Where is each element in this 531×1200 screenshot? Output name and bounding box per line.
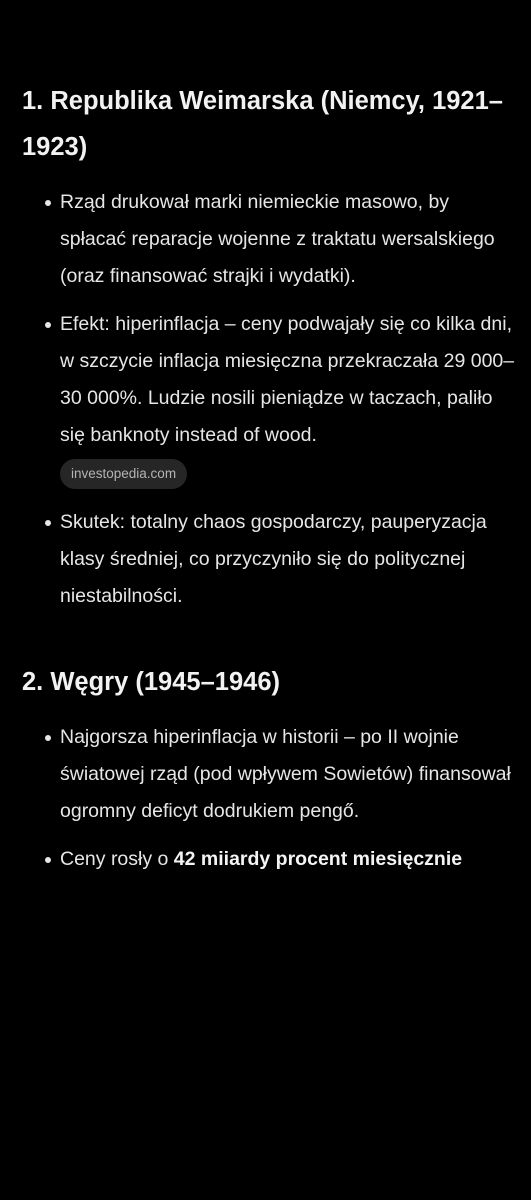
section-heading-hungary: 2. Węgry (1945–1946) bbox=[22, 668, 280, 696]
list-item bbox=[22, 719, 517, 830]
bullet-text: Efekt: hiperinflacja – ceny podwajały się co kilka dni, w szczycie inflacja miesięczna przekraczała 29 000–30 000%. Ludzie nosili pieniądze w taczach, paliło się banknoty instead of wood. bbox=[60, 313, 515, 446]
bullet-list-hungary bbox=[22, 719, 517, 878]
section-heading-weimar: 1. Republika Weimarska (Niemcy, 1921–1923) bbox=[22, 87, 503, 161]
bullet-text: Skutek: totalny chaos gospodarczy, pauperyzacja klasy średniej, co przyczyniło się do politycznej niestabilności. bbox=[60, 511, 487, 607]
bullet-text: Najgorsza hiperinflacja w historii – po II wojnie światowej rząd (pod wpływem Sowietów) finansował ogromny deficyt dodrukiem pengő. bbox=[60, 726, 511, 822]
bullet-list-weimar bbox=[22, 184, 517, 615]
citation-chip[interactable]: investopedia.com bbox=[60, 459, 187, 489]
list-item bbox=[22, 504, 517, 615]
list-item bbox=[22, 184, 517, 295]
bullet-text-prefix: Ceny rosły o bbox=[60, 848, 174, 870]
list-item bbox=[22, 306, 517, 493]
list-item bbox=[22, 841, 517, 878]
bullet-text-bold: 42 miiardy procent miesięcznie bbox=[173, 848, 463, 870]
response-content bbox=[22, 78, 517, 889]
bullet-text: Rząd drukował marki niemieckie masowo, by spłacać reparacje wojenne z traktatu wersalskiego (oraz finansować strajki i wydatki). bbox=[60, 191, 495, 287]
